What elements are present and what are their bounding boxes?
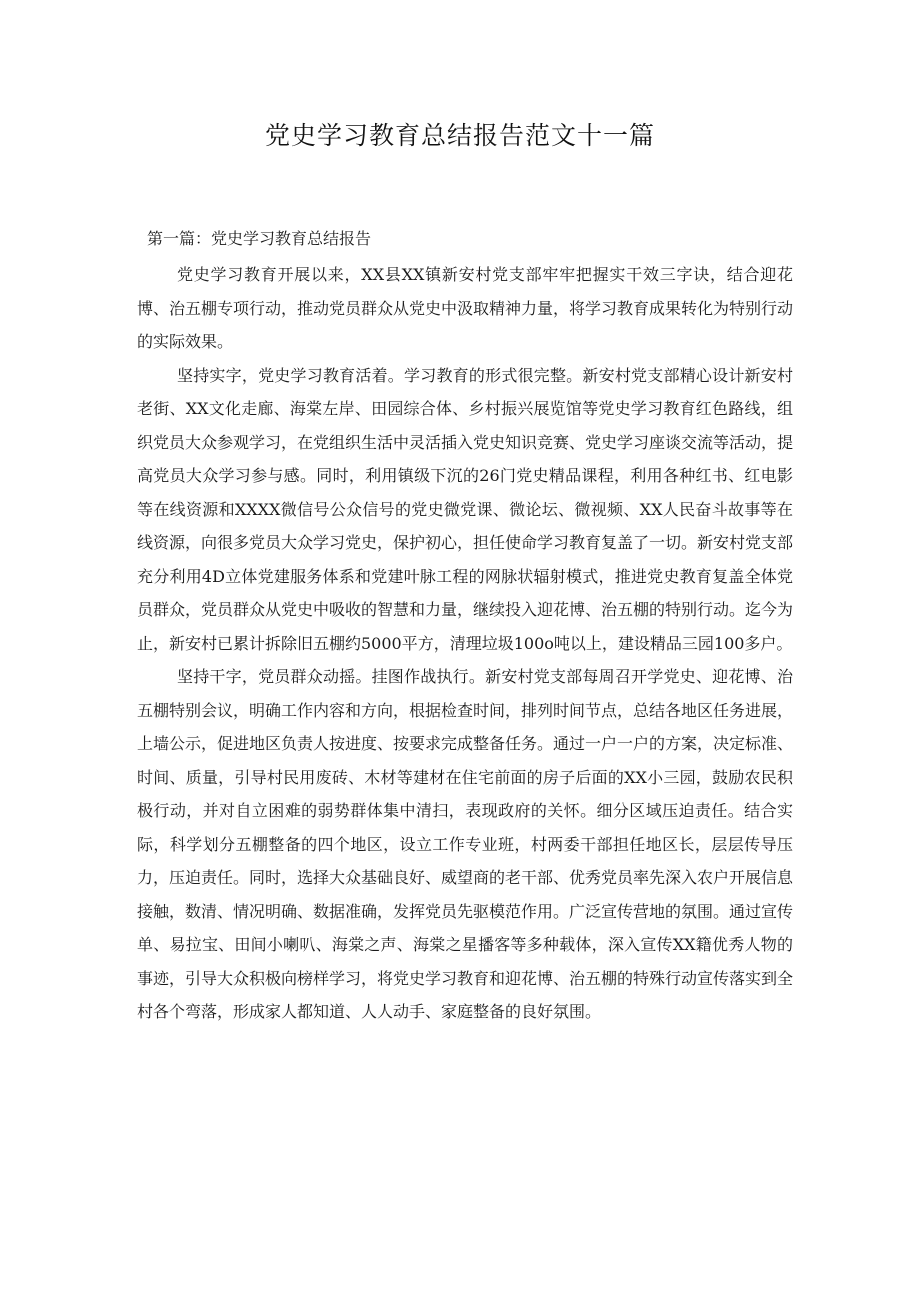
section-heading: 第一篇：党史学习教育总结报告 [147, 229, 372, 248]
paragraph-intro: 党史学习教育开展以来，XX县XX镇新安村党支部牢牢把握实干效三字诀，结合迎花博、治五棚专项行动，推动党员群众从党史中汲取精神力量，将学习教育成果转化为特别行动的实际效果。 [137, 265, 794, 351]
paragraph-action: 坚持干字，党员群众动摇。挂图作战执行。新安村党支部每周召开学党史、迎花博、治五棚特别会议，明确工作内容和方向，根据检查时间，排列时间节点，总结各地区任务进展，上墙公示，促进地区负责人按进度、按要求完成整备任务。通过一户一户的方案，决定标准、时间、质量，引导村民用废砖、木材等建材在住宅前面的房子后面的XX小三园，鼓励农民积极行动，并对自立困难的弱势群体集中清扫，表现政府的关怀。细分区域压迫责任。结合实际，科学划分五棚整备的四个地区，设立工作专业班，村两委干部担任地区长，层层传导压力，压迫责任。同时，选择大众基础良好、威望商的老干部、优秀党员率先深入农户开展信息接触，数清、情况明确、数据准确，发挥党员先驱模范作用。广泛宣传营地的氛围。通过宣传单、易拉宝、田间小喇叭、海棠之声、海棠之星播客等多种载体，深入宣传XX籍优秀人物的事迹，引导大众积极向榜样学习，将党史学习教育和迎花博、治五棚的特殊行动宣传落实到全村各个弯落，形成家人都知道、人人动手、家庭整备的良好氛围。 [137, 667, 794, 1021]
document-title: 党史学习教育总结报告范文十一篇 [264, 121, 655, 150]
document-body [137, 226, 793, 1029]
paragraph-practice: 坚持实字，党史学习教育活着。学习教育的形式很完整。新安村党支部精心设计新安村老街、XX文化走廊、海棠左岸、田园综合体、乡村振兴展览馆等党史学习教育红色路线，组织党员大众参观学习，在党组织生活中灵活插入党史知识竞赛、党史学习座谈交流等活动，提高党员大众学习参与感。同时，利用镇级下沉的26门党史精品课程，利用各种红书、红电影等在线资源和XXXX微信号公众信号的党史微党课、微论坛、微视频、XX人民奋斗故事等在线资源，向很多党员大众学习党史，保护初心，担任使命学习教育复盖了一切。新安村党支部充分利用4D立体党建服务体系和党建叶脉工程的网脉状辐射模式，推进党史教育复盖全体党员群众，党员群众从党史中吸收的智慧和力量，继续投入迎花博、治五棚的特别行动。迄今为止，新安村已累计拆除旧五棚约5000平方，清理垃圾100o吨以上，建设精品三园100多户。 [137, 365, 794, 653]
